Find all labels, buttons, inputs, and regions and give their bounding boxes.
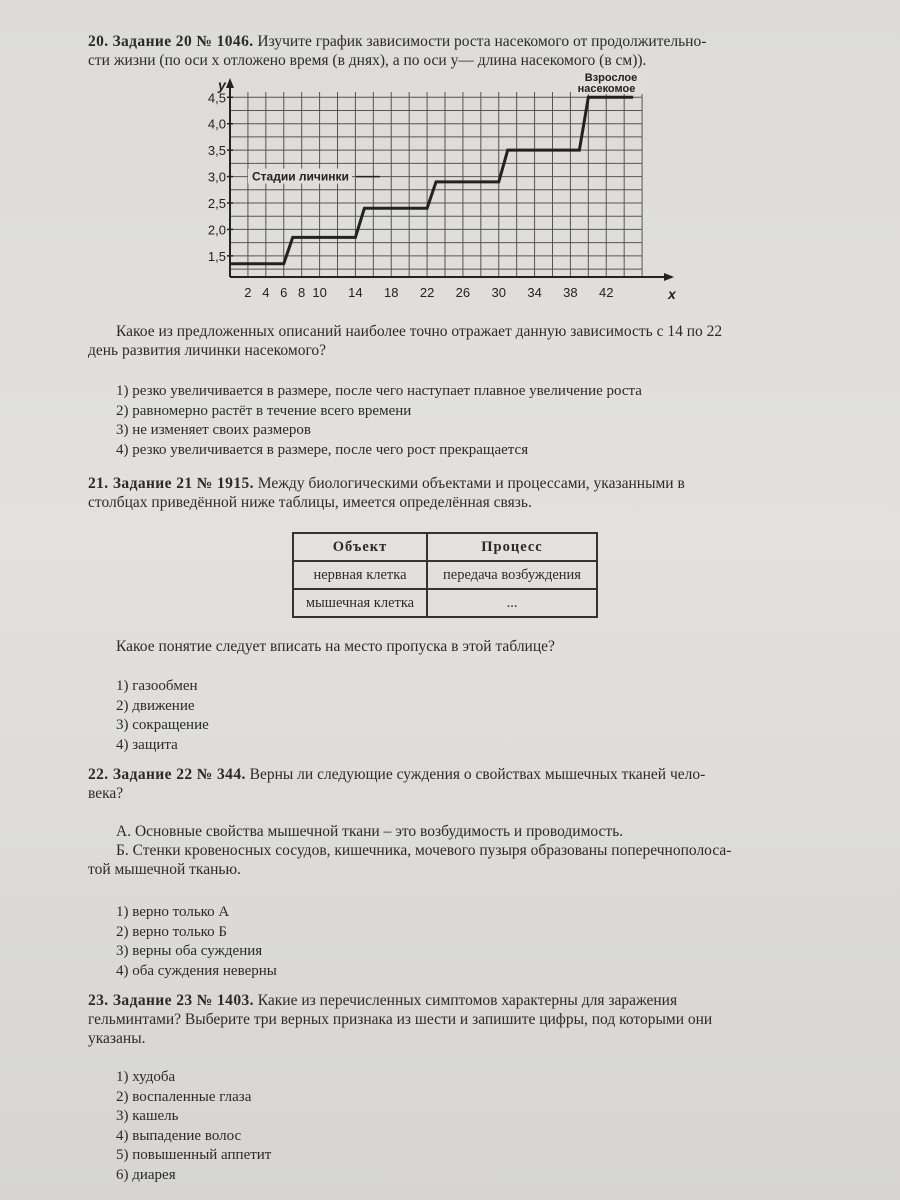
- q22-text-line2: века?: [88, 785, 124, 802]
- table-header-row: [293, 533, 597, 561]
- q22-text-line1: Верны ли следующие суждения о свойствах мышечных тканей чело-: [249, 766, 706, 783]
- q21-title: 21. Задание 21 № 1915.: [88, 475, 254, 492]
- q22-title: 22. Задание 22 № 344.: [88, 766, 246, 783]
- q23-option-1: 1) худоба: [116, 1069, 176, 1085]
- x-axis-arrow: [664, 273, 674, 281]
- q21-option-1: 1) газообмен: [116, 678, 198, 694]
- q21-option-3: 3) сокращение: [116, 717, 209, 733]
- y-tick-label: 2,5: [207, 196, 226, 211]
- q22-statement-b-line2: той мышечной тканью.: [88, 861, 241, 878]
- x-tick-label: 14: [348, 285, 363, 300]
- y-tick-label: 4,0: [207, 116, 226, 132]
- q21-intro: [88, 474, 803, 512]
- object-process-table: [292, 532, 598, 618]
- q20-number: 20.: [88, 33, 109, 50]
- q23-text-line3: указаны.: [88, 1030, 146, 1047]
- q22-intro: [88, 765, 803, 803]
- y-axis-label: y: [218, 77, 226, 93]
- x-tick-label: 2: [244, 285, 252, 300]
- y-tick-label: 3,5: [207, 143, 226, 159]
- x-tick-labels: [244, 285, 613, 300]
- q22-options: [116, 903, 277, 981]
- q23-option-5: 5) повышенный аппетит: [116, 1147, 272, 1163]
- x-tick-label: 38: [563, 285, 578, 300]
- q22-statement-b-line1: Б. Стенки кровеносных сосудов, кишечника, мочевого пузыря образованы поперечнополоса-: [116, 842, 732, 859]
- q23-option-6: 6) диарея: [116, 1166, 176, 1183]
- y-tick-label: 4,5: [207, 90, 226, 106]
- annotation-adult-insect: Взрослое насекомое: [577, 72, 638, 95]
- q20-question: [88, 322, 798, 360]
- q20-option-3: 3) не изменяет своих размеров: [116, 422, 311, 438]
- q20-text-line1: Изучите график зависимости роста насекомого от продолжительно-: [257, 33, 707, 50]
- x-tick-label: 10: [312, 285, 327, 300]
- q23-option-4: 4) выпадение волос: [116, 1127, 242, 1144]
- q21-option-4: 4) защита: [116, 736, 178, 753]
- q22-option-2: 2) верно только Б: [116, 923, 228, 940]
- q23-title: 23. Задание 23 № 1403.: [88, 992, 254, 1009]
- q20-text-line2: сти жизни (по оси x отложено время (в днях), а по оси y— длина насекомого (в см)).: [88, 52, 647, 69]
- x-tick-label: 8: [298, 285, 306, 300]
- q23-text-line2: гельминтами? Выберите три верных признака из шести и запишите цифры, под которыми они: [88, 1011, 713, 1028]
- q22-statement-a: А. Основные свойства мышечной ткани – это возбудимость и проводимость.: [116, 823, 624, 840]
- q21-text-line1: Между биологическими объектами и процессами, указанными в: [257, 475, 685, 492]
- x-tick-label: 42: [599, 285, 614, 300]
- x-tick-label: 30: [491, 285, 506, 300]
- x-tick-label: 18: [384, 285, 399, 300]
- table-row: [293, 589, 597, 617]
- y-tick-label: 2,0: [207, 222, 226, 238]
- q23-option-3: 3) кашель: [116, 1108, 179, 1124]
- y-axis-arrow: [226, 78, 234, 88]
- x-tick-label: 34: [527, 285, 542, 300]
- chart-annotations: [248, 72, 648, 184]
- q20-options: [116, 382, 642, 460]
- q23-option-2: 2) воспаленные глаза: [116, 1088, 252, 1105]
- q21-options: [116, 677, 209, 755]
- q21-question: Какое понятие следует вписать на место пропуска в этой таблице?: [116, 638, 555, 655]
- q20-title: Задание 20 № 1046.: [112, 33, 254, 50]
- table-header-object: Объект: [293, 533, 427, 561]
- q20-option-1: 1) резко увеличивается в размере, после чего наступает плавное увеличение роста: [116, 383, 642, 399]
- x-tick-label: 26: [455, 285, 471, 300]
- q22-statements: [88, 822, 798, 879]
- q20-question-line2: день развития личинки насекомого?: [88, 342, 327, 359]
- q22-option-4: 4) оба суждения неверны: [116, 962, 277, 979]
- table-cell: нервная клетка: [293, 561, 427, 589]
- q23-intro: [88, 991, 803, 1048]
- table-cell: передача возбуждения: [427, 561, 597, 589]
- q20-option-4: 4) резко увеличивается в размере, после чего рост прекращается: [116, 441, 529, 458]
- y-tick-label: 3,0: [207, 169, 226, 185]
- q22-option-1: 1) верно только А: [116, 904, 230, 920]
- q22-option-3: 3) верны оба суждения: [116, 943, 263, 959]
- q21-option-2: 2) движение: [116, 697, 195, 714]
- growth-chart: [190, 72, 690, 307]
- table-header-process: Процесс: [427, 533, 597, 561]
- q20-option-2: 2) равномерно растёт в течение всего времени: [116, 402, 412, 419]
- q23-options: [116, 1068, 271, 1185]
- x-tick-label: 4: [262, 285, 270, 300]
- q20-question-line1: Какое из предложенных описаний наиболее точно отражает данную зависимость с 14 по 22: [116, 323, 723, 340]
- annotation-larva-stages: Стадии личинки: [252, 169, 349, 184]
- q23-text-line1: Какие из перечисленных симптомов характерны для заражения: [257, 992, 678, 1009]
- x-axis-label: x: [668, 286, 676, 302]
- x-tick-label: 22: [419, 285, 435, 300]
- y-tick-label: 1,5: [207, 248, 226, 264]
- q20-intro: [88, 32, 803, 70]
- q21-text-line2: столбцах приведённой ниже таблицы, имеется определённая связь.: [88, 494, 532, 511]
- x-tick-label: 6: [280, 285, 288, 300]
- table-cell-blank: ...: [427, 589, 597, 617]
- table-cell: мышечная клетка: [293, 589, 427, 617]
- table-row: [293, 561, 597, 589]
